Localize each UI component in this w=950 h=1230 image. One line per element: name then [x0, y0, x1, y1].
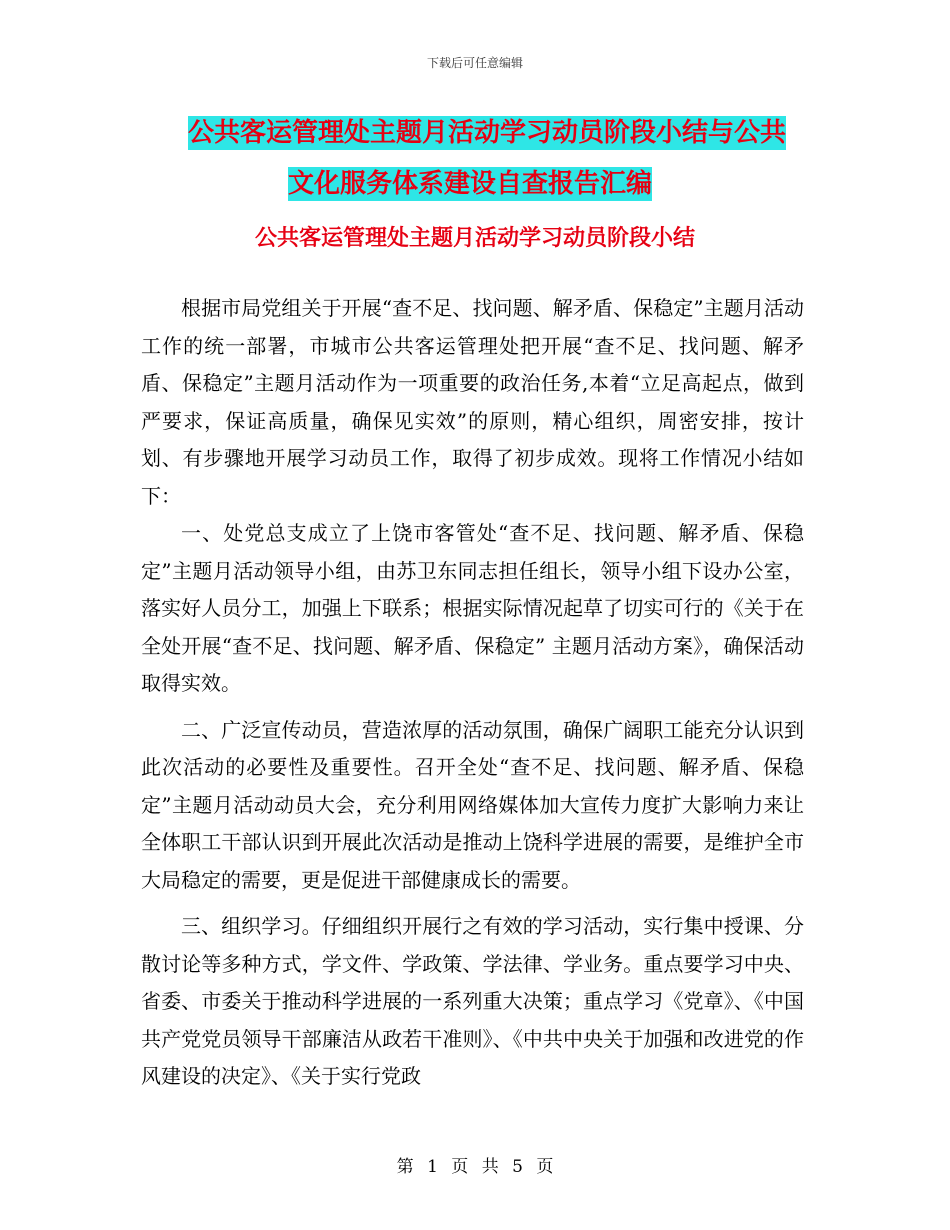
paragraph-1: 一、处党总支成立了上饶市客管处“查不足、找问题、解矛盾、保稳定”主题月活动领导小组，由苏卫东同志担任组长，领导小组下设办公室，落实好人员分工，加强上下联系；根据实际情况起草了切实可行的《关于在全处开展“查不足、找问题、解矛盾、保稳定” 主题月活动方案》，确保活动取得实效。 [141, 521, 804, 695]
paragraph-intro: 根据市局党组关于开展“查不足、找问题、解矛盾、保稳定”主题月活动工作的统一部署，市城市公共客运管理处把开展“查不足、找问题、解矛盾、保稳定”主题月活动作为一项重要的政治任务,本着“立足高起点，做到严要求，保证高质量，确保见实效”的原则，精心组织，周密安排，按计划、有步骤地开展学习动员工作，取得了初步成效。现将工作情况小结如下： [141, 296, 804, 508]
paragraph-3: 三、组织学习。仔细组织开展行之有效的学习活动，实行集中授课、分散讨论等多种方式，学文件、学政策、学法律、学业务。重点要学习中央、省委、市委关于推动科学进展的一系列重大决策；重点学习《党章》、《中国共产党党员领导干部廉洁从政若干准则》、《中共中央关于加强和改进党的作风建设的决定》、《关于实行党政 [141, 914, 804, 1088]
document-title [140, 108, 810, 210]
title-line-2: 文化服务体系建设自查报告汇编 [288, 169, 653, 199]
section-title: 公共客运管理处主题月活动学习动员阶段小结 [254, 226, 695, 251]
page-footer: 第 1 页 共 5 页 [396, 1157, 554, 1177]
paragraph-2: 二、广泛宣传动员，营造浓厚的活动氛围，确保广阔职工能充分认识到此次活动的必要性及重要性。召开全处“查不足、找问题、解矛盾、保稳定”主题月活动动员大会，充分利用网络媒体加大宣传力度扩大影响力来让全体职工干部认识到开展此次活动是推动上饶科学进展的需要，是维护全市大局稳定的需要，更是促进干部健康成长的需要。 [141, 717, 804, 892]
title-line-1: 公共客运管理处主题月活动学习动员阶段小结与公共 [188, 118, 787, 148]
page-header: 下载后可任意编辑 [426, 56, 523, 70]
body-text [141, 290, 804, 1096]
